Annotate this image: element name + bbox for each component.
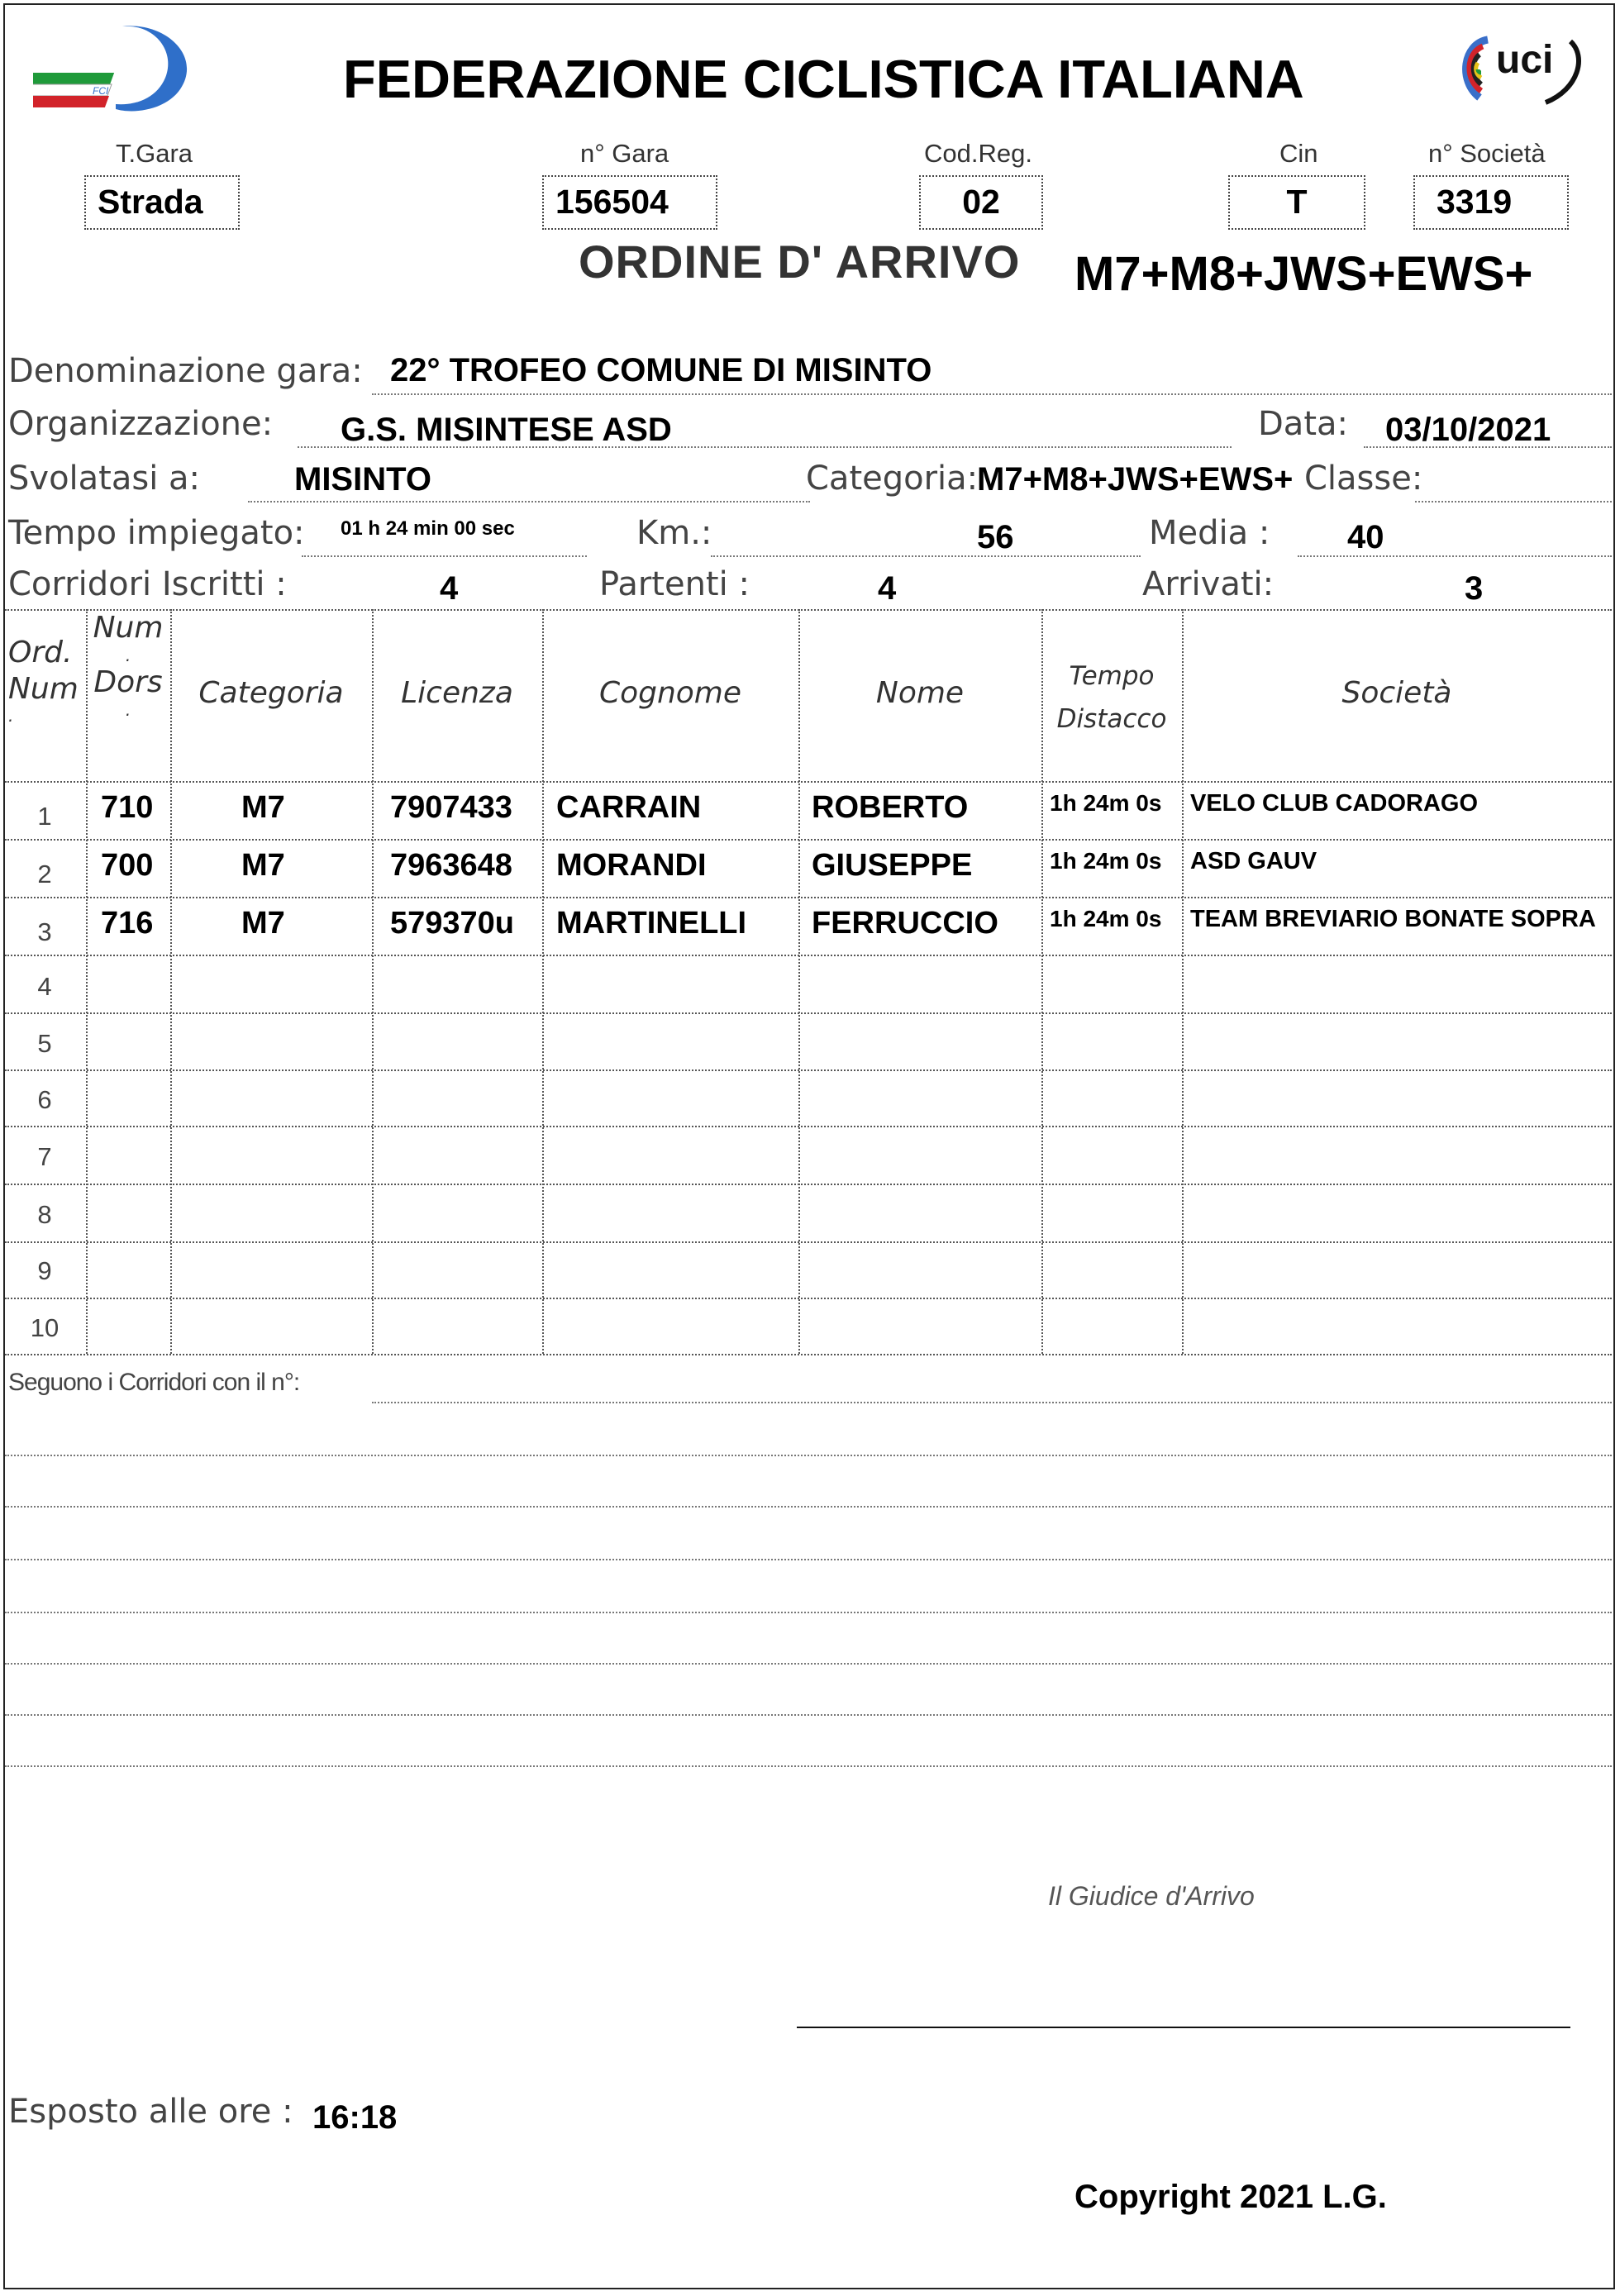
svolatasi-label: Svolatasi a: <box>8 460 201 498</box>
cin-value: T <box>1228 175 1365 230</box>
signature-line <box>797 2027 1570 2028</box>
header-num-dors: Num . Dors . <box>93 611 164 720</box>
nsocieta-value: 3319 <box>1413 175 1569 230</box>
organizzazione-value: G.S. MISINTESE ASD <box>341 412 672 448</box>
media-label: Media : <box>1149 514 1270 552</box>
header-ord: Ord. Num . <box>8 636 79 726</box>
esposto-label: Esposto alle ore : <box>8 2093 293 2131</box>
uci-logo-text: uci <box>1496 38 1554 82</box>
esposto-value: 16:18 <box>312 2099 398 2136</box>
header-societa: Società <box>1341 676 1452 710</box>
copyright: Copyright 2021 L.G. <box>1074 2179 1387 2215</box>
partenti-label: Partenti : <box>599 565 750 603</box>
svolatasi-value: MISINTO <box>294 461 431 498</box>
header-categoria: Categoria <box>198 676 344 710</box>
data-value: 03/10/2021 <box>1385 412 1551 448</box>
ngara-value: 156504 <box>542 175 717 230</box>
media-value: 40 <box>1347 519 1384 555</box>
km-value: 56 <box>977 519 1014 555</box>
arrivati-label: Arrivati: <box>1142 565 1275 603</box>
results-sheet <box>3 3 1615 2289</box>
tgara-value: Strada <box>84 175 240 230</box>
category-headline: M7+M8+JWS+EWS+ <box>1074 247 1533 301</box>
ngara-label: n° Gara <box>580 139 669 168</box>
header-tempo: Tempo Distacco <box>1056 661 1167 734</box>
header-licenza: Licenza <box>401 676 513 710</box>
data-label: Data: <box>1258 405 1348 443</box>
tempo-label: Tempo impiegato: <box>8 514 305 552</box>
iscritti-value: 4 <box>440 570 459 607</box>
iscritti-label: Corridori Iscritti : <box>8 565 287 603</box>
giudice-label: Il Giudice d'Arrivo <box>1048 1881 1255 1911</box>
categoria-label: Categoria: <box>806 460 979 498</box>
header-nome: Nome <box>875 676 965 710</box>
page-title: FEDERAZIONE CICLISTICA ITALIANA <box>343 49 1304 109</box>
subtitle: ORDINE D' ARRIVO <box>579 236 1021 288</box>
km-label: Km.: <box>636 514 712 552</box>
tempo-value: 01 h 24 min 00 sec <box>341 517 515 540</box>
organizzazione-label: Organizzazione: <box>8 405 274 443</box>
header-cognome: Cognome <box>598 676 742 710</box>
categoria-value: M7+M8+JWS+EWS+ <box>977 461 1294 498</box>
tgara-label: T.Gara <box>116 139 193 168</box>
cin-label: Cin <box>1279 139 1318 168</box>
fci-logo-icon <box>33 23 198 114</box>
denominazione-value: 22° TROFEO COMUNE DI MISINTO <box>390 352 932 388</box>
nsocieta-label: n° Società <box>1428 139 1546 168</box>
partenti-value: 4 <box>878 570 897 607</box>
classe-label: Classe: <box>1304 460 1423 498</box>
codreg-value: 02 <box>919 175 1043 230</box>
denominazione-label: Denominazione gara: <box>8 352 363 390</box>
uci-logo-icon <box>1455 23 1591 118</box>
arrivati-value: 3 <box>1465 570 1484 607</box>
codreg-label: Cod.Reg. <box>924 139 1032 168</box>
fci-logo-text: FCI <box>93 85 109 97</box>
seguono-label: Seguono i Corridori con il n°: <box>8 1369 300 1396</box>
